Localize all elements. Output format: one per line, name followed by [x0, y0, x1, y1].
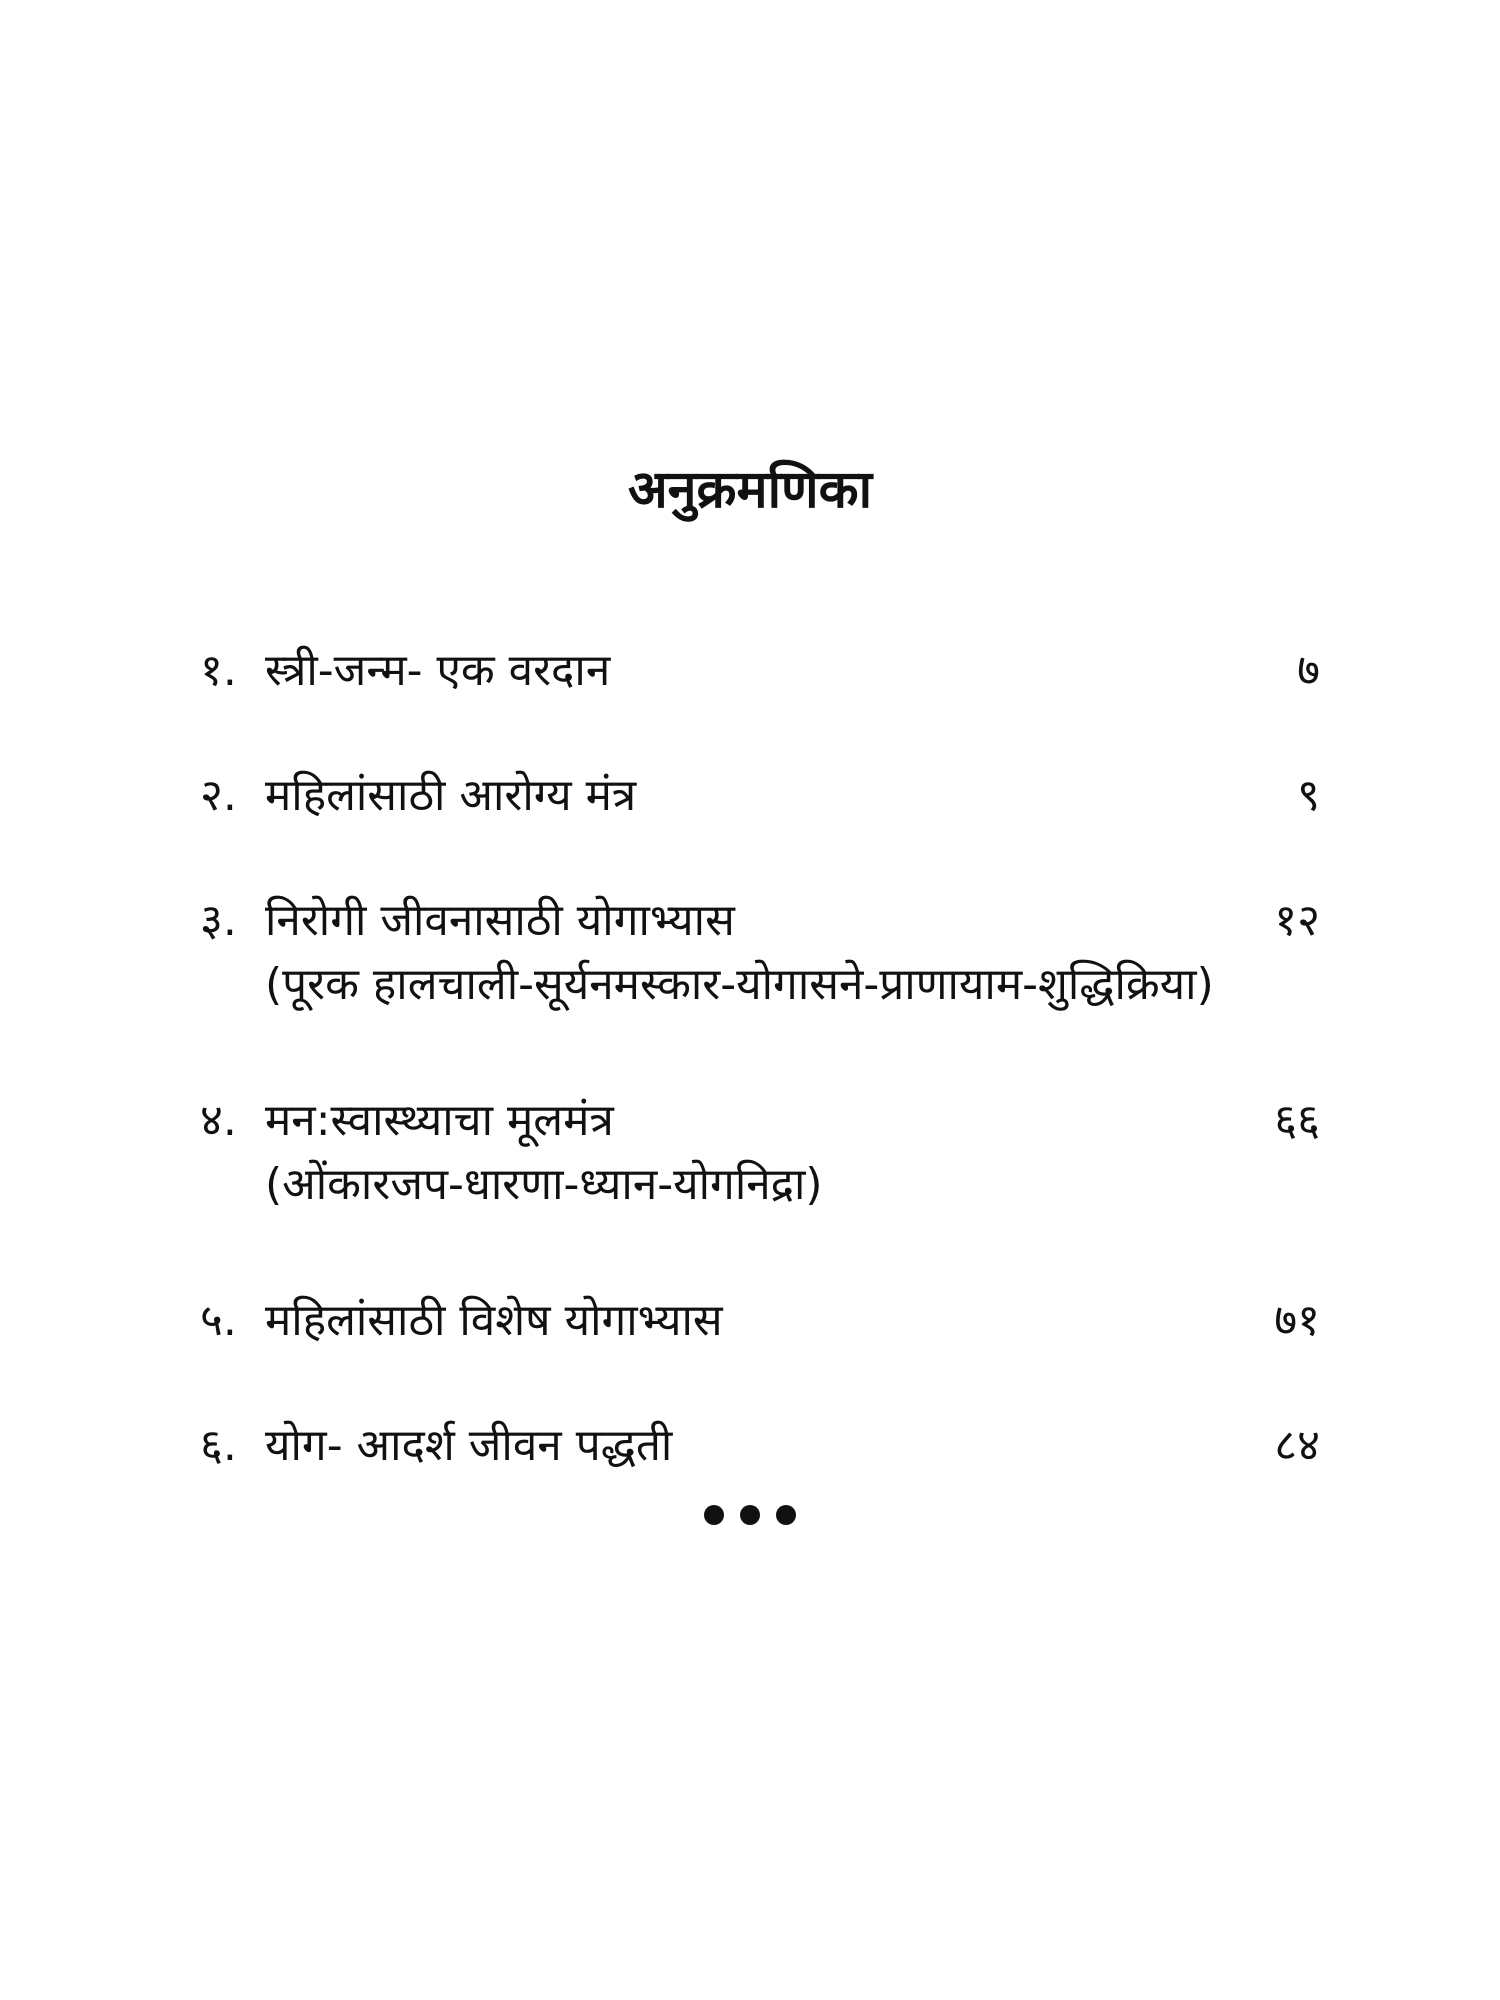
- entry-title: महिलांसाठी विशेष योगाभ्यास: [265, 1295, 723, 1346]
- entry-number: ३.: [200, 895, 237, 946]
- entry-title: स्त्री-जन्म- एक वरदान: [265, 645, 611, 696]
- ornament-dot: [704, 1505, 724, 1525]
- toc-entry-2: [200, 765, 1320, 827]
- entry-page-number: ७: [1297, 645, 1320, 696]
- entry-subtitle: (ओंकारजप-धारणा-ध्यान-योगनिद्रा): [265, 1159, 823, 1210]
- toc-entry-4: [200, 1090, 1320, 1216]
- entry-subtitle: (पूरक हालचाली-सूर्यनमस्कार-योगासने-प्राणायाम-शुद्धिक्रिया): [265, 959, 1214, 1010]
- toc-entry-line: [200, 1090, 1320, 1152]
- end-ornament: [0, 1505, 1500, 1535]
- entry-title: मन:स्वास्थ्याचा मूलमंत्र: [265, 1095, 614, 1146]
- entry-title: निरोगी जीवनासाठी योगाभ्यास: [265, 895, 735, 946]
- toc-entry-line: [200, 765, 1320, 827]
- toc-entry-1: [200, 640, 1320, 702]
- toc-entry-line: [200, 1290, 1320, 1352]
- toc-entry-line: [200, 890, 1320, 952]
- toc-entry-3: [200, 890, 1320, 1016]
- ornament-dot: [740, 1505, 760, 1525]
- entry-number: ४.: [200, 1095, 237, 1146]
- toc-entry-5: [200, 1290, 1320, 1352]
- ornament-dot: [776, 1505, 796, 1525]
- toc-entry-line: [200, 1415, 1320, 1477]
- entry-page-number: १२: [1274, 895, 1320, 946]
- page-title: अनुक्रमणिका: [627, 460, 873, 520]
- toc-entry-line: [200, 640, 1320, 702]
- entry-number: १.: [200, 645, 237, 696]
- entry-page-number: ७१: [1274, 1295, 1320, 1346]
- toc-entry-6: [200, 1415, 1320, 1477]
- entry-number: ५.: [200, 1295, 237, 1346]
- entry-number: ६.: [200, 1420, 237, 1471]
- entry-number: २.: [200, 770, 237, 821]
- entry-title: महिलांसाठी आरोग्य मंत्र: [265, 770, 637, 821]
- entry-title: योग- आदर्श जीवन पद्धती: [265, 1420, 673, 1471]
- entry-page-number: ८४: [1274, 1420, 1320, 1471]
- entry-page-number: ९: [1297, 770, 1320, 821]
- entry-page-number: ६६: [1274, 1095, 1320, 1146]
